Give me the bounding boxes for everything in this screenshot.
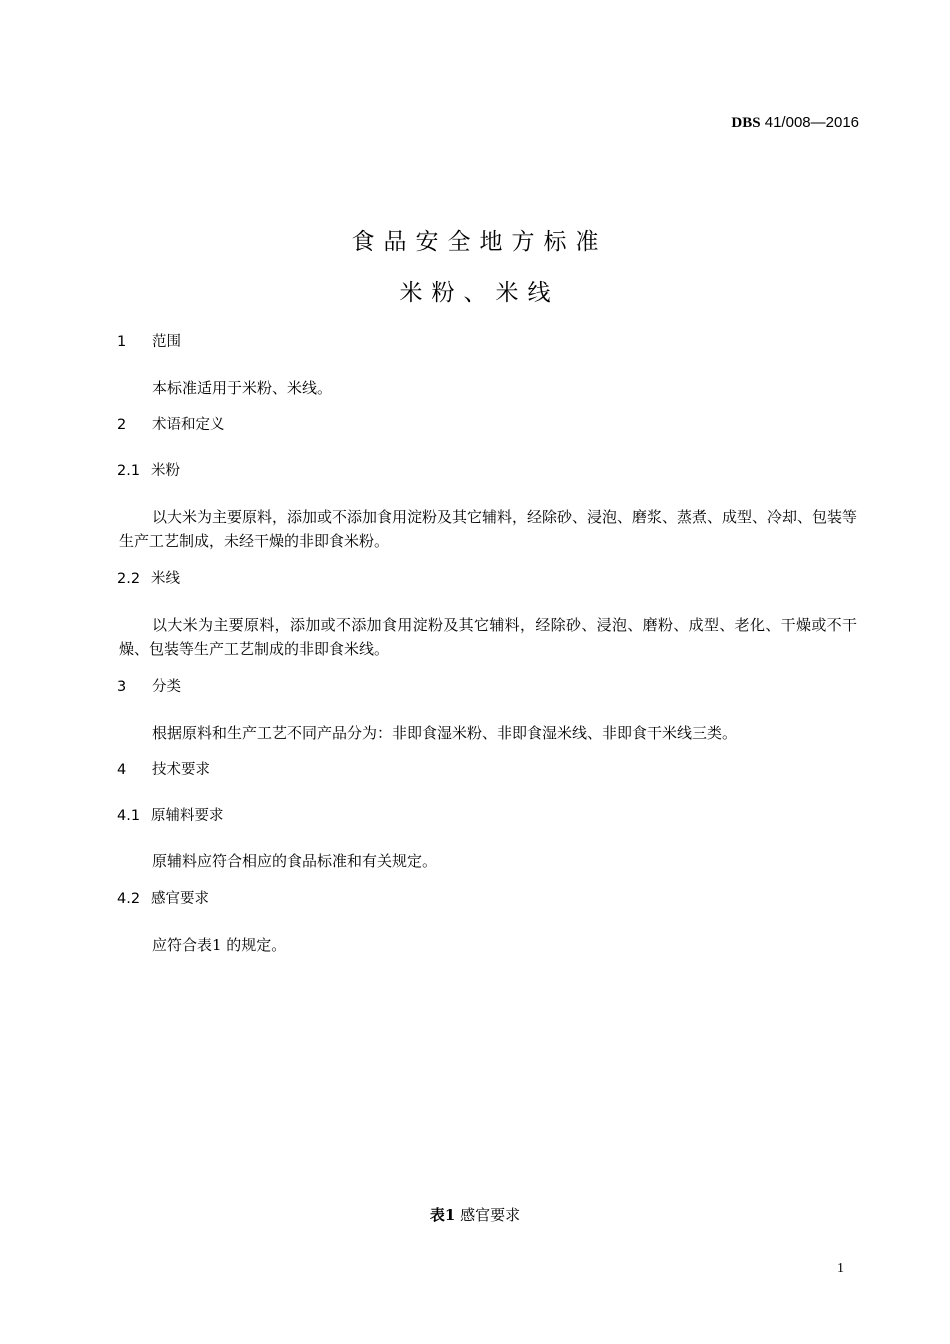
section-title: 感官要求 (151, 891, 209, 907)
section-heading-4 (117, 760, 210, 780)
section-heading-4-1 (117, 806, 224, 826)
section-number: 1 (117, 334, 127, 350)
section-body-2-2: 以大米为主要原料，添加或不添加食用淀粉及其它辅料，经除砂、浸泡、磨粉、成型、老化、干燥或不干燥、包装等生产工艺制成的非即食米线。 (119, 616, 857, 658)
section-heading-4-2 (117, 889, 209, 909)
section-body-2-1: 以大米为主要原料，添加或不添加食用淀粉及其它辅料，经除砂、浸泡、磨浆、蒸煮、成型、冷却、包装等生产工艺制成，未经干燥的非即食米粉。 (119, 508, 858, 550)
section-heading-2 (117, 415, 225, 435)
section-title: 米线 (151, 571, 180, 587)
table-caption (0, 1205, 950, 1225)
section-number: 4.2 (117, 891, 141, 907)
document-subtitle: 米粉、米线 (399, 280, 560, 306)
standard-code (731, 113, 859, 133)
section-heading-3 (117, 677, 181, 697)
section-heading-2-1 (117, 461, 180, 481)
section-title: 米粉 (151, 463, 180, 479)
section-number: 3 (117, 679, 127, 695)
document-title: 食品安全地方标准 (351, 229, 608, 255)
section-number: 2.1 (117, 463, 141, 479)
section-body-3: 根据原料和生产工艺不同产品分为：非即食湿米粉、非即食湿米线、非即食干米线三类。 (152, 724, 738, 742)
section-title: 术语和定义 (152, 417, 225, 433)
section-title: 原辅料要求 (151, 808, 224, 824)
section-number: 2 (117, 417, 127, 433)
section-body-4-1: 原辅料应符合相应的食品标准和有关规定。 (152, 852, 438, 870)
section-number: 4.1 (117, 808, 141, 824)
page-number: 1 (837, 1261, 844, 1276)
section-body-4-2: 应符合表1 的规定。 (152, 936, 287, 954)
table-caption-label: 表1 (429, 1206, 456, 1224)
section-body-1: 本标准适用于米粉、米线。 (152, 379, 333, 397)
section-number: 2.2 (117, 571, 141, 587)
section-heading-2-2 (117, 569, 180, 589)
section-title: 技术要求 (152, 762, 210, 778)
standard-code-number: 41/008—2016 (764, 114, 859, 131)
table-caption-text: 感官要求 (460, 1206, 521, 1224)
section-number: 4 (117, 762, 127, 778)
section-title: 分类 (152, 679, 181, 695)
section-title: 范围 (152, 334, 181, 350)
section-heading-1 (117, 332, 181, 352)
standard-code-prefix: DBS (731, 115, 761, 131)
